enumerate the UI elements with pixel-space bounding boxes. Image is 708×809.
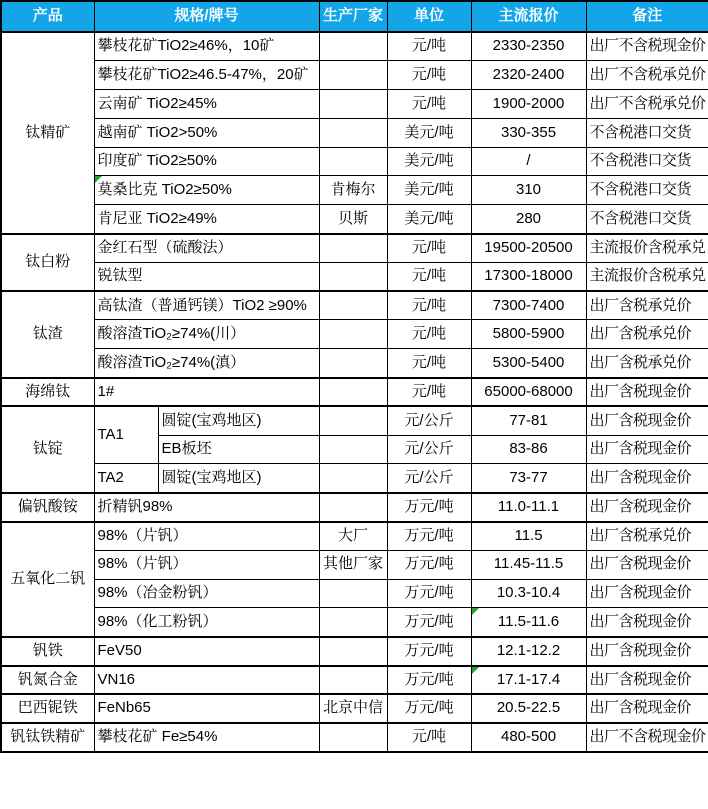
table-row bbox=[1, 147, 708, 176]
maker-cell bbox=[319, 637, 387, 666]
maker-cell bbox=[319, 320, 387, 349]
unit-cell: 元/吨 bbox=[387, 378, 471, 407]
spec-cell: 98%（化工粉钒） bbox=[94, 608, 319, 637]
price-cell: 19500-20500 bbox=[471, 234, 586, 263]
spec-cell: 攀枝花矿TiO2≥46%，10矿 bbox=[94, 32, 319, 61]
table-row bbox=[1, 579, 708, 608]
maker-cell bbox=[319, 579, 387, 608]
unit-cell: 万元/吨 bbox=[387, 493, 471, 522]
table-row bbox=[1, 234, 708, 263]
table-row bbox=[1, 608, 708, 637]
price-cell: 65000-68000 bbox=[471, 378, 586, 407]
table-row bbox=[1, 723, 708, 752]
grade-cell: TA1 bbox=[94, 406, 158, 464]
product-cell: 钒氮合金 bbox=[1, 666, 94, 695]
maker-cell bbox=[319, 32, 387, 61]
col-header-spec: 规格/牌号 bbox=[94, 1, 319, 32]
price-cell: 2330-2350 bbox=[471, 32, 586, 61]
note-cell: 出厂含税现金价 bbox=[586, 493, 708, 522]
spec-cell: 酸溶渣TiO₂≥74%(滇） bbox=[94, 349, 319, 378]
maker-cell: 大厂 bbox=[319, 522, 387, 551]
table-row bbox=[1, 61, 708, 90]
note-cell: 出厂含税承兑价 bbox=[586, 522, 708, 551]
note-cell: 出厂含税现金价 bbox=[586, 435, 708, 464]
spec-cell: 98%（冶金粉钒） bbox=[94, 579, 319, 608]
unit-cell: 美元/吨 bbox=[387, 205, 471, 234]
note-cell: 不含税港口交货 bbox=[586, 147, 708, 176]
table-header bbox=[1, 1, 708, 32]
note-cell: 出厂含税现金价 bbox=[586, 694, 708, 723]
maker-cell bbox=[319, 608, 387, 637]
product-cell: 巴西铌铁 bbox=[1, 694, 94, 723]
note-cell: 出厂含税承兑价 bbox=[586, 291, 708, 320]
spec-cell: 锐钛型 bbox=[94, 262, 319, 291]
maker-cell bbox=[319, 234, 387, 263]
table-row bbox=[1, 320, 708, 349]
price-cell: 7300-7400 bbox=[471, 291, 586, 320]
header-row bbox=[1, 1, 708, 32]
table-row bbox=[1, 90, 708, 119]
product-cell: 钛锭 bbox=[1, 406, 94, 492]
table-row bbox=[1, 205, 708, 234]
spec-cell: FeV50 bbox=[94, 637, 319, 666]
unit-cell: 万元/吨 bbox=[387, 522, 471, 551]
note-cell: 出厂不含税现金价 bbox=[586, 723, 708, 752]
table-row bbox=[1, 694, 708, 723]
table-row bbox=[1, 32, 708, 61]
unit-cell: 元/吨 bbox=[387, 349, 471, 378]
table-row bbox=[1, 666, 708, 695]
unit-cell: 美元/吨 bbox=[387, 176, 471, 205]
product-cell: 偏钒酸铵 bbox=[1, 493, 94, 522]
unit-cell: 元/吨 bbox=[387, 320, 471, 349]
table-row bbox=[1, 349, 708, 378]
unit-cell: 元/吨 bbox=[387, 262, 471, 291]
unit-cell: 元/吨 bbox=[387, 32, 471, 61]
maker-cell bbox=[319, 349, 387, 378]
maker-cell: 北京中信 bbox=[319, 694, 387, 723]
price-cell: 480-500 bbox=[471, 723, 586, 752]
table-row bbox=[1, 176, 708, 205]
price-cell: 5800-5900 bbox=[471, 320, 586, 349]
product-cell: 钒钛铁精矿 bbox=[1, 723, 94, 752]
unit-cell: 万元/吨 bbox=[387, 550, 471, 579]
price-cell: 83-86 bbox=[471, 435, 586, 464]
product-cell: 海绵钛 bbox=[1, 378, 94, 407]
unit-cell: 元/吨 bbox=[387, 61, 471, 90]
price-cell: 2320-2400 bbox=[471, 61, 586, 90]
price-cell: 20.5-22.5 bbox=[471, 694, 586, 723]
unit-cell: 美元/吨 bbox=[387, 147, 471, 176]
note-cell: 不含税港口交货 bbox=[586, 205, 708, 234]
spec-cell: 云南矿 TiO2≥45% bbox=[94, 90, 319, 119]
unit-cell: 元/吨 bbox=[387, 723, 471, 752]
price-cell: 11.45-11.5 bbox=[471, 550, 586, 579]
spec-cell: EB板坯 bbox=[158, 435, 319, 464]
note-cell: 出厂不含税现金价 bbox=[586, 32, 708, 61]
maker-cell bbox=[319, 118, 387, 147]
maker-cell bbox=[319, 666, 387, 695]
price-cell: 17.1-17.4 bbox=[471, 666, 586, 695]
price-cell: 310 bbox=[471, 176, 586, 205]
note-cell: 出厂不含税承兑价 bbox=[586, 61, 708, 90]
col-header-maker: 生产厂家 bbox=[319, 1, 387, 32]
note-cell: 出厂含税现金价 bbox=[586, 637, 708, 666]
price-cell: / bbox=[471, 147, 586, 176]
price-cell: 17300-18000 bbox=[471, 262, 586, 291]
unit-cell: 万元/吨 bbox=[387, 608, 471, 637]
price-cell: 73-77 bbox=[471, 464, 586, 493]
spec-cell: 莫桑比克 TiO2≥50% bbox=[94, 176, 319, 205]
spec-cell: 98%（片钒） bbox=[94, 550, 319, 579]
note-cell: 出厂含税现金价 bbox=[586, 608, 708, 637]
price-cell: 1900-2000 bbox=[471, 90, 586, 119]
note-cell: 出厂含税现金价 bbox=[586, 464, 708, 493]
table-row bbox=[1, 522, 708, 551]
product-cell: 五氧化二钒 bbox=[1, 522, 94, 637]
note-cell: 出厂含税现金价 bbox=[586, 378, 708, 407]
col-header-product: 产品 bbox=[1, 1, 94, 32]
spec-cell: 酸溶渣TiO₂≥74%(川） bbox=[94, 320, 319, 349]
table-row bbox=[1, 378, 708, 407]
note-cell: 不含税港口交货 bbox=[586, 176, 708, 205]
note-cell: 出厂含税现金价 bbox=[586, 666, 708, 695]
unit-cell: 万元/吨 bbox=[387, 694, 471, 723]
table-row bbox=[1, 550, 708, 579]
price-cell: 11.5-11.6 bbox=[471, 608, 586, 637]
table-row bbox=[1, 118, 708, 147]
note-cell: 出厂含税现金价 bbox=[586, 406, 708, 435]
spec-cell: 98%（片钒） bbox=[94, 522, 319, 551]
table-row bbox=[1, 493, 708, 522]
price-cell: 12.1-12.2 bbox=[471, 637, 586, 666]
note-cell: 出厂不含税承兑价 bbox=[586, 90, 708, 119]
price-cell: 5300-5400 bbox=[471, 349, 586, 378]
maker-cell: 其他厂家 bbox=[319, 550, 387, 579]
product-cell: 钛渣 bbox=[1, 291, 94, 377]
unit-cell: 元/吨 bbox=[387, 90, 471, 119]
spec-cell: 高钛渣（普通钙镁）TiO2 ≥90% bbox=[94, 291, 319, 320]
unit-cell: 元/吨 bbox=[387, 291, 471, 320]
maker-cell bbox=[319, 262, 387, 291]
spec-cell: 1# bbox=[94, 378, 319, 407]
table-row bbox=[1, 637, 708, 666]
maker-cell bbox=[319, 435, 387, 464]
price-cell: 77-81 bbox=[471, 406, 586, 435]
maker-cell bbox=[319, 464, 387, 493]
spec-cell: 越南矿 TiO2>50% bbox=[94, 118, 319, 147]
spec-cell: 攀枝花矿TiO2≥46.5-47%，20矿 bbox=[94, 61, 319, 90]
unit-cell: 万元/吨 bbox=[387, 666, 471, 695]
unit-cell: 元/公斤 bbox=[387, 406, 471, 435]
maker-cell bbox=[319, 147, 387, 176]
note-cell: 不含税港口交货 bbox=[586, 118, 708, 147]
grade-cell: TA2 bbox=[94, 464, 158, 493]
note-cell: 主流报价含税承兑 bbox=[586, 234, 708, 263]
maker-cell: 贝斯 bbox=[319, 205, 387, 234]
unit-cell: 美元/吨 bbox=[387, 118, 471, 147]
maker-cell bbox=[319, 493, 387, 522]
unit-cell: 元/吨 bbox=[387, 234, 471, 263]
product-cell: 钛精矿 bbox=[1, 32, 94, 234]
unit-cell: 元/公斤 bbox=[387, 464, 471, 493]
note-cell: 出厂含税承兑价 bbox=[586, 320, 708, 349]
table-row bbox=[1, 406, 708, 435]
maker-cell bbox=[319, 378, 387, 407]
table-row bbox=[1, 464, 708, 493]
spec-cell: 圆锭(宝鸡地区) bbox=[158, 464, 319, 493]
table-row bbox=[1, 291, 708, 320]
green-corner-marker bbox=[95, 176, 102, 183]
maker-cell bbox=[319, 406, 387, 435]
maker-cell: 肯梅尔 bbox=[319, 176, 387, 205]
price-cell: 11.0-11.1 bbox=[471, 493, 586, 522]
col-header-note: 备注 bbox=[586, 1, 708, 32]
spec-cell: 金红石型（硫酸法） bbox=[94, 234, 319, 263]
col-header-unit: 单位 bbox=[387, 1, 471, 32]
spec-cell: 圆锭(宝鸡地区) bbox=[158, 406, 319, 435]
price-table-body bbox=[1, 32, 708, 752]
note-cell: 主流报价含税承兑 bbox=[586, 262, 708, 291]
spec-cell: 折精钒98% bbox=[94, 493, 319, 522]
green-corner-marker bbox=[472, 608, 479, 615]
maker-cell bbox=[319, 90, 387, 119]
price-cell: 11.5 bbox=[471, 522, 586, 551]
product-cell: 钛白粉 bbox=[1, 234, 94, 292]
table-row bbox=[1, 262, 708, 291]
maker-cell bbox=[319, 723, 387, 752]
spec-cell: 攀枝花矿 Fe≥54% bbox=[94, 723, 319, 752]
note-cell: 出厂含税承兑价 bbox=[586, 349, 708, 378]
unit-cell: 万元/吨 bbox=[387, 579, 471, 608]
spec-cell: VN16 bbox=[94, 666, 319, 695]
note-cell: 出厂含税现金价 bbox=[586, 579, 708, 608]
price-cell: 280 bbox=[471, 205, 586, 234]
maker-cell bbox=[319, 291, 387, 320]
spec-cell: 肯尼亚 TiO2≥49% bbox=[94, 205, 319, 234]
unit-cell: 万元/吨 bbox=[387, 637, 471, 666]
price-cell: 330-355 bbox=[471, 118, 586, 147]
price-cell: 10.3-10.4 bbox=[471, 579, 586, 608]
green-corner-marker bbox=[472, 667, 479, 674]
unit-cell: 元/公斤 bbox=[387, 435, 471, 464]
maker-cell bbox=[319, 61, 387, 90]
note-cell: 出厂含税现金价 bbox=[586, 550, 708, 579]
spec-cell: 印度矿 TiO2≥50% bbox=[94, 147, 319, 176]
col-header-price: 主流报价 bbox=[471, 1, 586, 32]
spec-cell: FeNb65 bbox=[94, 694, 319, 723]
product-cell: 钒铁 bbox=[1, 637, 94, 666]
